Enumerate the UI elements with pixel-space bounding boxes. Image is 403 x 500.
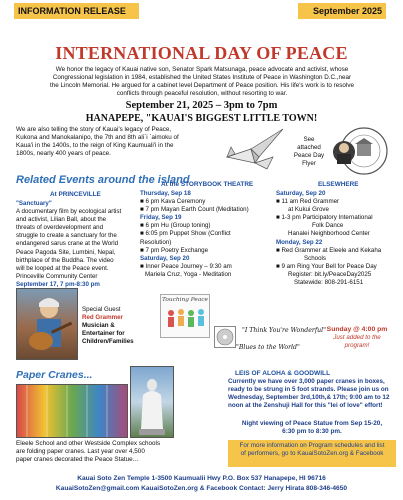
princeville-line: and activist, Lilian Ball, about the bbox=[16, 216, 107, 224]
elsewhere-event: ■ 9 am Ring Your Bell for Peace Day bbox=[276, 262, 377, 270]
story-line: Kaua'i in the 1400s, to the reign of King Kaumuali'i in the bbox=[16, 142, 174, 149]
song-title: "I Think You're Wonderful" bbox=[242, 327, 326, 334]
statue-icon bbox=[131, 367, 173, 437]
storybook-column bbox=[140, 190, 270, 279]
special-guest bbox=[82, 306, 162, 346]
song-title: "Blues to the World" bbox=[236, 344, 300, 351]
elsewhere-event: at Kukui Grove bbox=[288, 206, 329, 214]
intro-line: Congressional legislation in 1984, established the United States Institute of Peace in Washington D.C.,near bbox=[52, 74, 352, 81]
elsewhere-heading: ELSEWHERE bbox=[318, 181, 359, 188]
storybook-heading: At the STORYBOOK THEATRE bbox=[161, 181, 254, 188]
disc-icon bbox=[215, 327, 235, 347]
see-attached-line: attached bbox=[297, 144, 321, 151]
princeville-heading: At PRINCEVILLE bbox=[50, 191, 101, 198]
princeville-line: birthplace of the Buddha. The video bbox=[16, 256, 114, 264]
sunday-line: Just added to the bbox=[333, 334, 381, 341]
info-box bbox=[228, 440, 396, 467]
logo-text: Touching Peace bbox=[162, 297, 208, 303]
paper-cranes-heading: Paper Cranes... bbox=[16, 369, 93, 381]
elsewhere-event: Schools bbox=[304, 254, 327, 262]
album-cover bbox=[214, 326, 236, 348]
sunday-note bbox=[319, 326, 395, 350]
related-events-heading: Related Events around the island bbox=[16, 174, 190, 186]
princeville-line: Peace Pagoda Site, Lumbini, Nepal, bbox=[16, 248, 116, 256]
guest-name: Red Grammer bbox=[82, 314, 123, 322]
story-line: We are also telling the story of Kauai's legacy of Peace, bbox=[16, 126, 172, 133]
intro-line: We honor the legacy of Kauai native son, Senator Spark Matsunaga, peace advocate and activist, whose bbox=[55, 66, 349, 73]
elsewhere-day: Monday, Sep 22 bbox=[276, 238, 323, 246]
guitarist-icon bbox=[17, 289, 77, 359]
see-attached-line: Flyer bbox=[302, 160, 316, 167]
event-date: September 21, 2025 – 3pm to 7pm bbox=[125, 100, 278, 111]
page-title: INTERNATIONAL DAY OF PEACE bbox=[55, 43, 348, 63]
elsewhere-event: ■ 1-3 pm Participatory International bbox=[276, 214, 373, 222]
story-paragraph bbox=[16, 126, 216, 158]
storybook-event: ■ 6 pm Hu (Group toning) bbox=[140, 222, 211, 230]
see-attached-line: Peace Day bbox=[293, 152, 325, 159]
event-location: HANAPEPE, "KAUAI'S BIGGEST LITTLE TOWN! bbox=[85, 113, 318, 124]
leis-line: Currently we have over 3,000 paper cranes in boxes, bbox=[228, 378, 385, 385]
info-release-label: INFORMATION RELEASE bbox=[14, 3, 139, 19]
figures-icon bbox=[161, 303, 209, 333]
leis-heading: LEIS OF ALOHA & GOODWILL bbox=[235, 370, 331, 377]
footer-address: Kauai Soto Zen Temple 1-3500 Kaumualii Hwy P.O. Box 537 Hanapepe, HI 96716 bbox=[77, 475, 326, 482]
story-line: Kukona and Manokalanipo, the 7th and 8th ali`i `aimoku of bbox=[16, 134, 179, 141]
night-line: Night viewing of Peace Statue from Sep 15-20, bbox=[241, 420, 383, 427]
story-line: 1800s, nearly 400 years of peace. bbox=[16, 150, 111, 157]
eleele-line: are folding paper cranes. Last year over 4,500 bbox=[16, 448, 145, 456]
storybook-event: Resolution) bbox=[140, 238, 172, 246]
storybook-event: ■ 6:05 pm Puppet Show (Conflict bbox=[140, 230, 231, 238]
footer-contact: KauaiSotoZen@gmail.com KauaiSotoZen.org & Facebook Contact: Jerry Hirata 808-346-4650 bbox=[55, 485, 348, 492]
red-grammer-photo bbox=[16, 288, 78, 360]
elsewhere-column bbox=[276, 190, 400, 287]
storybook-event: ■ Inner Peace Journey – 9:30 am bbox=[140, 262, 232, 270]
night-line: 6:30 pm to 8:30 pm. bbox=[282, 428, 342, 436]
see-attached-note bbox=[289, 136, 329, 168]
eleele-line: paper cranes decorated the Peace Statue… bbox=[16, 456, 139, 464]
princeville-line: threats of overdevelopment and bbox=[16, 224, 104, 232]
eleele-paragraph bbox=[16, 440, 174, 465]
sunday-time: Sunday @ 4:00 pm bbox=[326, 326, 388, 333]
elsewhere-event: Hanalei Neighborhood Center bbox=[288, 230, 370, 238]
origami-crane-icon bbox=[225, 127, 285, 171]
princeville-line: Princeville Community Center bbox=[16, 272, 98, 280]
princeville-line: struggle to create a sanctuary for the bbox=[16, 232, 117, 240]
guest-role: Musician & bbox=[82, 322, 115, 330]
film-title: "Sanctuary" bbox=[16, 200, 52, 207]
princeville-line: A documentary film by ecological artist bbox=[16, 208, 122, 216]
see-attached-line: See bbox=[303, 136, 315, 143]
leis-line: Wednesday, September 3rd,10th,& 17th; 9:00 am to 12 bbox=[228, 394, 390, 402]
peace-statue-photo bbox=[130, 366, 174, 438]
leis-paragraph bbox=[228, 378, 396, 410]
storybook-day: Saturday, Sep 20 bbox=[140, 254, 190, 262]
guest-role: Children/Families bbox=[82, 338, 134, 346]
storybook-event: Mariela Cruz, Yoga - Meditation bbox=[145, 270, 232, 278]
institute-of-peace-seal bbox=[332, 126, 388, 176]
elsewhere-day: Saturday, Sep 20 bbox=[276, 190, 326, 197]
info-line: of performers, go to KauaiSotoZen.org & Facebook bbox=[240, 450, 384, 458]
storybook-event: ■ 6 pm Kava Ceremony bbox=[140, 198, 206, 206]
leis-line: noon at the Zenshuji Hall for this "lei of love" effort! bbox=[228, 402, 383, 410]
princeville-line: endangered sarus crane at the World bbox=[16, 240, 119, 248]
intro-line: the Lincoln Memorial. He argued for a cabinet level Department of Peace position. His life's work is to resolve bbox=[50, 82, 354, 89]
leis-line: ready to be strung in 5 foot strands. Please join us on bbox=[228, 386, 389, 394]
storybook-event: ■ 7 pm Poetry Exchange bbox=[140, 246, 209, 254]
storybook-day: Thursday, Sep 18 bbox=[140, 190, 191, 197]
intro-paragraph bbox=[16, 66, 388, 98]
touching-peace-logo bbox=[160, 294, 210, 338]
folded-cranes-photo bbox=[16, 384, 128, 438]
guest-label: Special Guest bbox=[82, 306, 121, 313]
night-viewing-note bbox=[232, 420, 392, 437]
storybook-event: ■ 7 pm Mayan Earth Count (Meditation) bbox=[140, 206, 249, 214]
eleele-line: Eleele School and other Westside Complex schools bbox=[16, 440, 161, 447]
sunday-line: program! bbox=[344, 342, 370, 349]
elsewhere-link[interactable]: Register: bit.ly/PeaceDay2025 bbox=[288, 270, 372, 278]
princeville-line: will be looped at the Peace event. bbox=[16, 264, 109, 272]
elsewhere-event: ■ 11 am Red Grammer bbox=[276, 198, 340, 206]
princeville-date: September 17, 7 pm-8:30 pm bbox=[16, 280, 100, 288]
intro-line: conflicts through peaceful resolution, without resorting to war. bbox=[116, 90, 288, 97]
storybook-day: Friday, Sep 19 bbox=[140, 214, 182, 222]
elsewhere-event: ■ Red Grammer at Eleele and Kekaha bbox=[276, 246, 382, 254]
info-line: For more information on Program schedules and list bbox=[239, 442, 385, 449]
release-date-label: September 2025 bbox=[298, 3, 386, 19]
guest-role: Entertainer for bbox=[82, 330, 125, 338]
elsewhere-event: Folk Dance bbox=[312, 222, 344, 230]
elsewhere-phone: Statewide: 808-291-6151 bbox=[294, 279, 364, 287]
crane-strands-icon bbox=[17, 385, 127, 437]
